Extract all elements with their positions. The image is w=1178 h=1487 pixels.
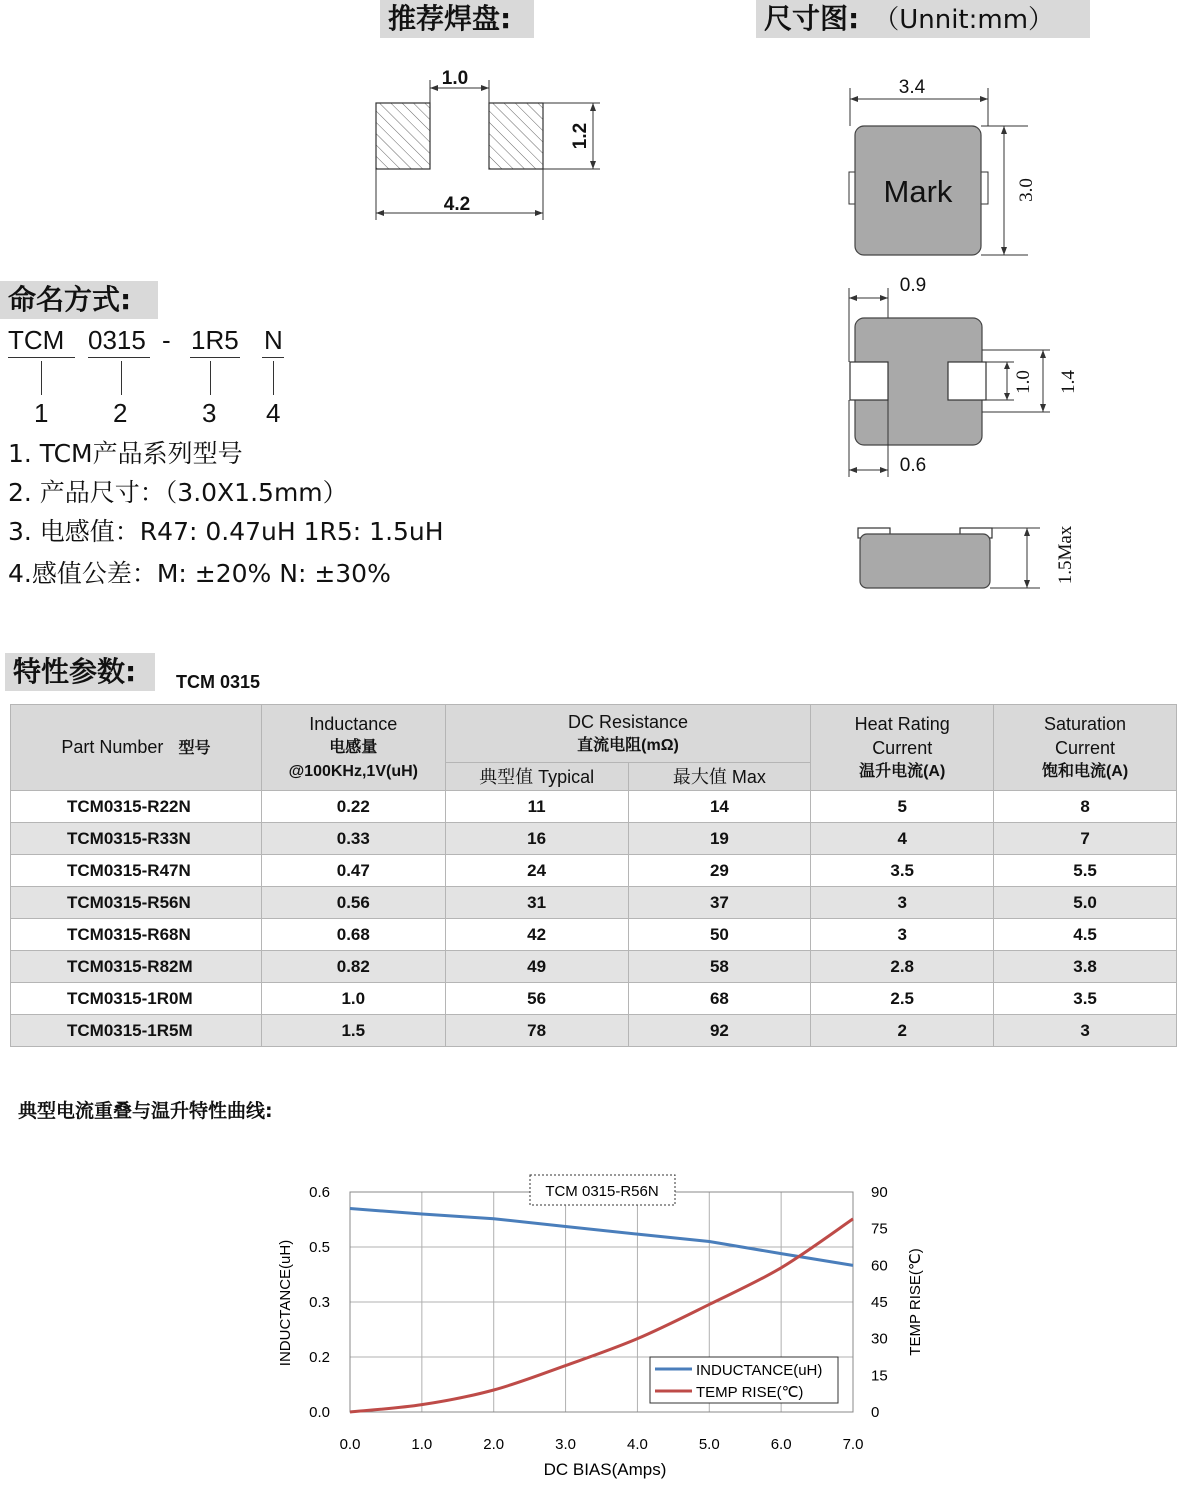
- dcr-max-cell: 37: [628, 887, 811, 919]
- dcr-typical-cell: 31: [445, 887, 628, 919]
- table-body: [11, 791, 1177, 1047]
- header-part-number: [11, 705, 262, 791]
- chart-x-tick-label: 7.0: [842, 1436, 864, 1453]
- naming-part-text: 0315: [88, 325, 146, 355]
- naming-title-text: 命名方式:: [8, 283, 132, 316]
- dimensions-title: [756, 0, 1090, 38]
- header-text: DC Resistance: [567, 711, 689, 732]
- chart-y-tick-label: 0.5: [309, 1239, 330, 1256]
- naming-index-4: 4: [266, 398, 281, 428]
- part-number-cell: TCM0315-R47N: [11, 855, 262, 887]
- naming-part-text: 1R5: [191, 325, 239, 355]
- heat-current-cell: 3.5: [811, 855, 994, 887]
- bottom-view-drawing: [840, 272, 1080, 482]
- mark-label: Mark: [883, 174, 953, 209]
- chart-y-tick-label: 0.2: [309, 1349, 330, 1366]
- legend-label-inductance: INDUCTANCE(uH): [696, 1362, 823, 1379]
- inductance-cell: 0.47: [261, 855, 445, 887]
- dcr-max-cell: 58: [628, 951, 811, 983]
- header-text-cn: 电感量: [329, 738, 378, 756]
- sat-current-cell: 8: [994, 791, 1177, 823]
- dimensions-title-text: 尺寸图:: [764, 2, 860, 35]
- header-dc-resistance: [445, 705, 811, 763]
- chart-x-tick-label: 5.0: [698, 1436, 720, 1453]
- bottom-body-height-label: 1.4: [1058, 370, 1079, 394]
- part-number-cell: TCM0315-1R0M: [11, 983, 262, 1015]
- chart-x-tick-label: 6.0: [770, 1436, 792, 1453]
- chart-legend: [650, 1357, 838, 1403]
- naming-index-2: 2: [113, 398, 128, 428]
- bottom-pad-right: [948, 362, 986, 400]
- header-text-cn: 型号: [178, 739, 211, 757]
- chart-x-axis-label: DC BIAS(Amps): [543, 1460, 667, 1479]
- chart-title: TCM 0315-R56N: [545, 1183, 659, 1200]
- inductance-cell: 1.5: [261, 1015, 445, 1047]
- part-number-cell: TCM0315-R56N: [11, 887, 262, 919]
- naming-underline: [262, 357, 284, 358]
- table-row: [11, 951, 1177, 983]
- chart-y2-axis-label: TEMP RISE(℃): [907, 1248, 924, 1356]
- curve-section-title: 典型电流重叠与温升特性曲线:: [18, 1100, 273, 1122]
- chart-y2-tick-label: 60: [871, 1257, 888, 1275]
- chart-axes: [309, 1184, 888, 1453]
- heat-current-cell: 5: [811, 791, 994, 823]
- part-number-cell: TCM0315-R68N: [11, 919, 262, 951]
- naming-underline: [8, 357, 75, 358]
- heat-current-cell: 3: [811, 887, 994, 919]
- header-text: Current: [1055, 737, 1116, 758]
- chart-y2-tick-label: 15: [871, 1367, 888, 1385]
- inductance-temp-chart: [260, 1160, 960, 1485]
- header-text: Saturation: [1044, 713, 1127, 734]
- chart-x-tick-label: 3.0: [555, 1436, 577, 1453]
- naming-title: [0, 281, 158, 319]
- side-height-label: 1.5Max: [1055, 525, 1076, 585]
- bottom-pad-width-label: 0.6: [899, 455, 927, 476]
- characteristics-title: [5, 653, 155, 691]
- heat-current-cell: 3: [811, 919, 994, 951]
- inductance-cell: 0.33: [261, 823, 445, 855]
- table-row: [11, 823, 1177, 855]
- part-number-cell: TCM0315-R33N: [11, 823, 262, 855]
- inductance-series-line: [350, 1209, 853, 1266]
- chart-y-tick-label: 0.6: [309, 1184, 330, 1201]
- naming-legend-4: 4.感值公差：M: ±20% N: ±30%: [8, 559, 391, 588]
- sat-current-cell: 3.5: [994, 983, 1177, 1015]
- part-number-cell: TCM0315-1R5M: [11, 1015, 262, 1047]
- sat-current-cell: 3: [994, 1015, 1177, 1047]
- dcr-max-cell: 29: [628, 855, 811, 887]
- chart-x-tick-label: 0.0: [339, 1436, 361, 1453]
- heat-current-cell: 4: [811, 823, 994, 855]
- land-gap-label: 1.0: [441, 68, 469, 89]
- dcr-max-cell: 19: [628, 823, 811, 855]
- heat-current-cell: 2.5: [811, 983, 994, 1015]
- dcr-typical-cell: 11: [445, 791, 628, 823]
- header-text-cn: 直流电阻(mΩ): [577, 736, 679, 754]
- sat-current-cell: 3.8: [994, 951, 1177, 983]
- heat-current-cell: 2: [811, 1015, 994, 1047]
- chart-y-tick-label: 0.3: [309, 1294, 330, 1311]
- naming-legend-2: 2. 产品尺寸：（3.0X1.5mm）: [8, 478, 348, 507]
- naming-legend-3: 3. 电感值：R47: 0.47uH 1R5: 1.5uH: [8, 517, 444, 546]
- header-condition: @100KHz,1V(uH): [288, 762, 418, 780]
- characteristics-title-text: 特性参数:: [13, 655, 137, 688]
- naming-legend-1: 1. TCM产品系列型号: [8, 439, 243, 468]
- chart-x-tick-label: 4.0: [626, 1436, 648, 1453]
- dcr-max-cell: 14: [628, 791, 811, 823]
- dcr-typical-cell: 24: [445, 855, 628, 887]
- dcr-typical-cell: 16: [445, 823, 628, 855]
- header-text: Inductance: [309, 713, 398, 734]
- naming-connector: [41, 361, 42, 395]
- naming-part-text: TCM: [8, 325, 65, 355]
- top-view-drawing: [840, 72, 1050, 262]
- header-text: Current: [872, 737, 933, 758]
- characteristics-model: TCM 0315: [176, 672, 261, 692]
- heat-current-cell: 2.8: [811, 951, 994, 983]
- naming-index-1: 1: [34, 398, 49, 428]
- naming-part-3: [191, 325, 239, 356]
- header-text-cn: 温升电流(A): [859, 762, 946, 780]
- chart-x-tick-label: 1.0: [411, 1436, 433, 1453]
- sat-current-cell: 5.5: [994, 855, 1177, 887]
- header-dcr-max: 最大值 Max: [628, 763, 811, 791]
- chart-y2-tick-label: 45: [871, 1294, 888, 1311]
- table-row: [11, 887, 1177, 919]
- naming-connector: [210, 361, 211, 395]
- inductance-cell: 0.82: [261, 951, 445, 983]
- land-height-label: 1.2: [570, 122, 591, 150]
- land-pattern-drawing: [360, 50, 620, 225]
- chart-y-axis-label: INDUCTANCE(uH): [277, 1239, 294, 1367]
- naming-part-4: [264, 325, 283, 356]
- header-text: Part Number: [61, 736, 164, 757]
- inductance-cell: 0.56: [261, 887, 445, 919]
- side-view-drawing: [850, 515, 1080, 600]
- bottom-pad-left: [850, 362, 888, 400]
- naming-part-text: N: [264, 325, 283, 355]
- header-saturation: [994, 705, 1177, 791]
- naming-underline: [88, 357, 150, 358]
- chart-x-tick-label: 2.0: [483, 1436, 505, 1453]
- sat-current-cell: 7: [994, 823, 1177, 855]
- naming-connector: [273, 361, 274, 395]
- sat-current-cell: 5.0: [994, 887, 1177, 919]
- chart-y2-tick-label: 75: [871, 1220, 888, 1238]
- naming-separator: [162, 325, 171, 356]
- header-text-cn: 饱和电流(A): [1041, 762, 1129, 780]
- table-row: [11, 1015, 1177, 1047]
- legend-label-temp: TEMP RISE(℃): [696, 1384, 804, 1401]
- dcr-typical-cell: 49: [445, 951, 628, 983]
- naming-connector: [121, 361, 122, 395]
- chart-title-box: [530, 1175, 675, 1205]
- dcr-typical-cell: 56: [445, 983, 628, 1015]
- dcr-max-cell: 50: [628, 919, 811, 951]
- naming-index-3: 3: [202, 398, 217, 428]
- chart-y2-tick-label: 0: [871, 1404, 880, 1421]
- bottom-pad-length-label: 0.9: [899, 275, 927, 296]
- dcr-max-cell: 92: [628, 1015, 811, 1047]
- land-pattern-title-text: 推荐焊盘:: [388, 2, 512, 35]
- inductance-cell: 1.0: [261, 983, 445, 1015]
- table-row: [11, 983, 1177, 1015]
- chart-y2-tick-label: 30: [871, 1330, 888, 1348]
- dcr-typical-cell: 42: [445, 919, 628, 951]
- header-inductance: [261, 705, 445, 791]
- top-width-label: 3.4: [898, 77, 926, 98]
- header-heat-rating: [811, 705, 994, 791]
- inductance-cell: 0.68: [261, 919, 445, 951]
- inductance-cell: 0.22: [261, 791, 445, 823]
- naming-part-2: [88, 325, 146, 356]
- header-text: Heat Rating: [854, 713, 950, 734]
- side-view-body: [860, 534, 990, 588]
- naming-part-text: -: [162, 325, 171, 355]
- table-row: [11, 855, 1177, 887]
- part-number-cell: TCM0315-R82M: [11, 951, 262, 983]
- bottom-pad-inner-label: 1.0: [1013, 370, 1034, 394]
- dcr-typical-cell: 78: [445, 1015, 628, 1047]
- top-height-label: 3.0: [1016, 178, 1037, 202]
- table-row: [11, 791, 1177, 823]
- land-pattern-title: [380, 0, 534, 38]
- land-pad-right: [489, 103, 543, 169]
- header-dcr-typical: 典型值 Typical: [445, 763, 628, 791]
- chart-y-tick-label: 0.0: [309, 1404, 330, 1421]
- table-row: [11, 919, 1177, 951]
- land-pad-left: [376, 103, 430, 169]
- part-number-cell: TCM0315-R22N: [11, 791, 262, 823]
- naming-underline: [190, 357, 240, 358]
- dcr-max-cell: 68: [628, 983, 811, 1015]
- naming-part-1: [8, 325, 64, 356]
- dimensions-unit: （Unnit:mm）: [873, 5, 1055, 35]
- land-width-label: 4.2: [443, 194, 471, 215]
- chart-y2-tick-label: 90: [871, 1184, 888, 1201]
- sat-current-cell: 4.5: [994, 919, 1177, 951]
- characteristics-table: [10, 704, 1177, 1047]
